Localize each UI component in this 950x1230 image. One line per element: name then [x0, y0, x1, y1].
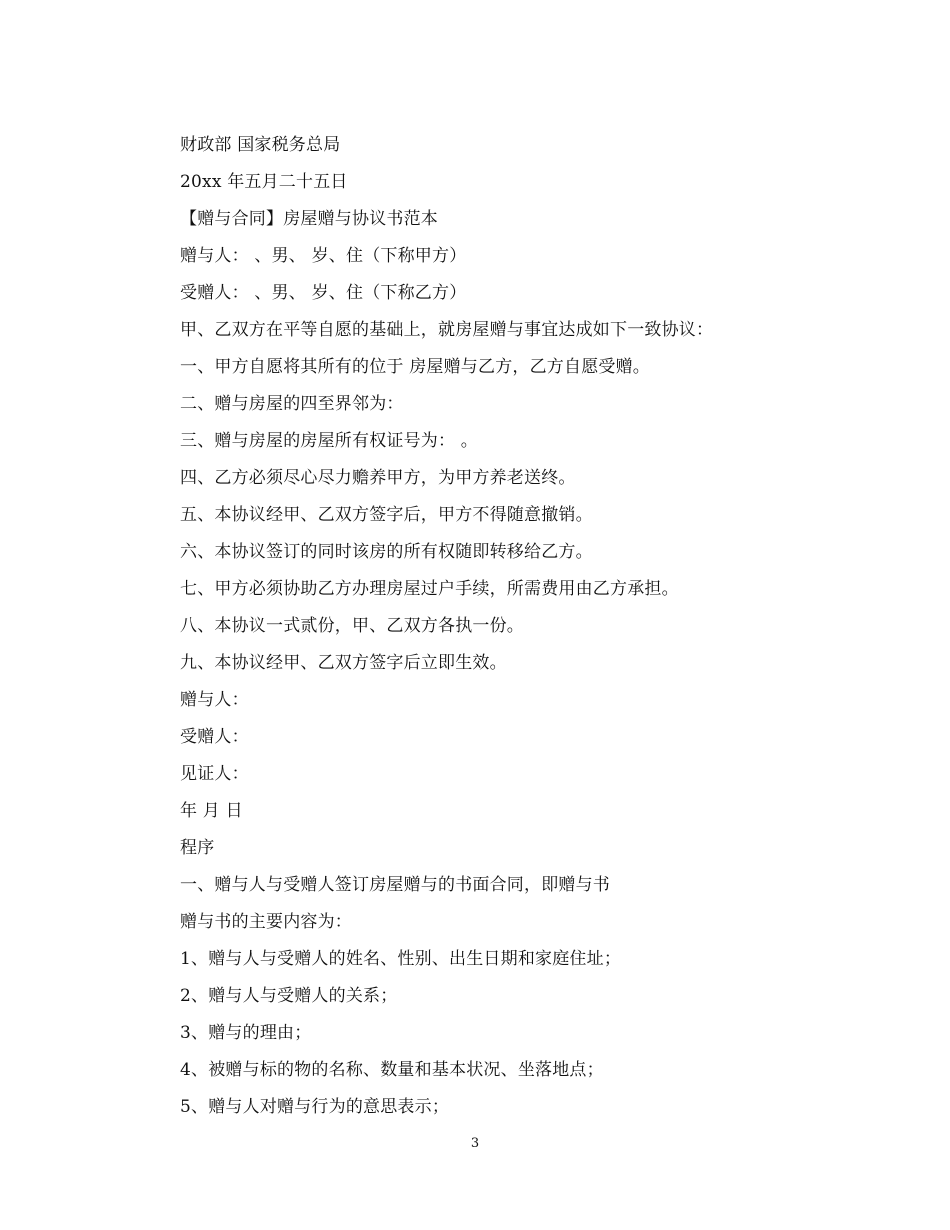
clause-4: 四、乙方必须尽心尽力赡养甲方，为甲方养老送终。 — [180, 468, 576, 488]
clause-9: 九、本协议经甲、乙双方签字后立即生效。 — [180, 653, 507, 673]
gift-deed-item-4: 4、被赠与标的物的名称、数量和基本状况、坐落地点； — [180, 1060, 604, 1080]
clause-2: 二、赠与房屋的四至界邻为： — [180, 394, 404, 414]
signature-donee: 受赠人： — [180, 727, 249, 747]
gift-deed-item-5: 5、赠与人对赠与行为的意思表示； — [180, 1097, 450, 1117]
document-body — [180, 127, 820, 1126]
gift-deed-item-2: 2、赠与人与受赠人的关系； — [180, 986, 398, 1006]
gift-deed-contents-heading: 赠与书的主要内容为： — [180, 912, 352, 932]
date-line: 20xx 年五月二十五日 — [180, 172, 348, 192]
donor-line: 赠与人： 、男、 岁、住（下称甲方） — [180, 246, 467, 266]
signature-date: 年 月 日 — [180, 801, 243, 821]
clause-6: 六、本协议签订的同时该房的所有权随即转移给乙方。 — [180, 542, 593, 562]
gift-deed-item-3: 3、赠与的理由； — [180, 1023, 312, 1043]
procedure-heading: 程序 — [180, 838, 215, 858]
gift-deed-item-1: 1、赠与人与受赠人的姓名、性别、出生日期和家庭住址； — [180, 949, 622, 969]
agreement-intro: 甲、乙双方在平等自愿的基础上，就房屋赠与事宜达成如下一致协议： — [180, 320, 714, 340]
clause-3: 三、赠与房屋的房屋所有权证号为： 。 — [180, 431, 479, 451]
signature-witness: 见证人： — [180, 764, 249, 784]
page-number: 3 — [470, 1136, 480, 1151]
clause-5: 五、本协议经甲、乙双方签字后，甲方不得随意撤销。 — [180, 505, 593, 525]
clause-8: 八、本协议一式贰份，甲、乙双方各执一份。 — [180, 616, 524, 636]
issuer-line: 财政部 国家税务总局 — [180, 135, 341, 155]
clause-7: 七、甲方必须协助乙方办理房屋过户手续，所需费用由乙方承担。 — [180, 579, 679, 599]
signature-donor: 赠与人： — [180, 690, 249, 710]
clause-1: 一、甲方自愿将其所有的位于 房屋赠与乙方，乙方自愿受赠。 — [180, 357, 651, 377]
document-title: 【赠与合同】房屋赠与协议书范本 — [180, 209, 438, 229]
procedure-step-1: 一、赠与人与受赠人签订房屋赠与的书面合同，即赠与书 — [180, 875, 610, 895]
donee-line: 受赠人： 、男、 岁、住（下称乙方） — [180, 283, 467, 303]
